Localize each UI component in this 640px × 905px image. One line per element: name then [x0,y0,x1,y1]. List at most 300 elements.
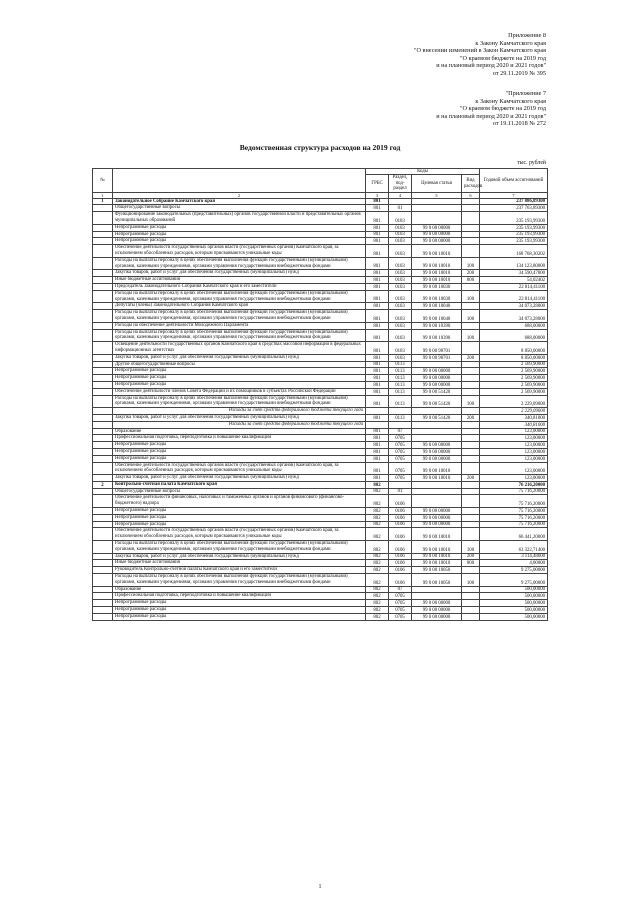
row-number [93,435,113,442]
table-row [93,567,548,574]
row-amount: 168 768,30202 [480,245,548,258]
row-number [93,442,113,449]
row-grbs: 802 [366,528,389,541]
row-grbs: 801 [366,290,389,303]
row-amount: 2 569,90000 [480,361,548,368]
row-expense-type [462,381,480,388]
table-row [93,435,548,442]
table-row [93,421,548,428]
row-target-article: 99 0 00 10050 [412,567,462,574]
row-description: Закупка товаров, работ и услуг для обеспечения государственных (муниципальных) нужд [113,475,366,482]
row-target-article: 99 0 00 10030 [412,290,462,303]
row-razdel: 0103 [389,277,412,284]
row-amount: 340,81000 [480,421,548,428]
row-description: Непрограммные расходы [113,442,366,449]
row-number [93,553,113,560]
col-desc-header [113,169,366,193]
col-number: 3 [366,192,389,198]
row-grbs: 801 [366,455,389,462]
row-target-article [412,212,462,225]
row-razdel [389,481,412,488]
row-description: Непрограммные расходы [113,448,366,455]
row-grbs: 802 [366,508,389,515]
table-row [93,303,548,310]
col-number: 6 [462,192,480,198]
table-row [93,495,548,508]
row-description: Расходы на выплаты персоналу в целях обеспечения выполнения функций государственными (муниципальными) органами, казенными учреждениями, органами управления государственными внебюджетными фондами [113,257,366,270]
row-expense-type [462,593,480,600]
row-amount: 34 590,47800 [480,270,548,277]
header-line: и на плановый период 2020 и 2021 годов" [436,112,546,120]
row-grbs: 802 [366,514,389,521]
row-razdel: 0705 [389,613,412,620]
row-grbs: 802 [366,613,389,620]
row-amount: 75 716,20000 [480,495,548,508]
row-expense-type [462,455,480,462]
row-grbs: 801 [366,428,389,435]
col-number: 1 [93,192,113,198]
row-expense-type [462,528,480,541]
header-line: Приложение 8 [508,32,546,39]
row-amount: 237 763,89300 [480,205,548,212]
row-number [93,322,113,329]
row-razdel: 01 [389,205,412,212]
row-razdel: 0103 [389,212,412,225]
row-razdel: 0103 [389,310,412,323]
row-amount: 500,00000 [480,607,548,614]
header-line: к Закону Камчатского края [475,97,546,105]
row-description: Непрограммные расходы [113,375,366,382]
header-line: от 29.11.2019 № 395 [492,69,546,77]
row-amount: 123,00000 [480,448,548,455]
row-target-article [412,586,462,593]
row-expense-type [462,322,480,329]
row-description: Расходы на выплаты персоналу в целях обеспечения выполнения функций государственными (муниципальными) органами, казенными учреждениями, органами управления государственными внебюджетными фондами [113,574,366,587]
row-target-article: 99 0 00 10040 [412,310,462,323]
row-grbs: 801 [366,435,389,442]
row-razdel: 0103 [389,238,412,245]
row-expense-type [462,205,480,212]
row-number [93,368,113,375]
row-number [93,574,113,587]
row-description: Образование [113,586,366,593]
row-number [93,257,113,270]
row-razdel: 0103 [389,329,412,342]
row-target-article [412,198,462,205]
row-grbs: 802 [366,521,389,528]
col-number: 2 [113,192,366,198]
row-expense-type: 200 [462,475,480,482]
row-grbs: 802 [366,567,389,574]
row-expense-type: 200 [462,270,480,277]
row-description: Руководитель Контрольно-счетной палаты Камчатского края и его заместители [113,567,366,574]
row-number [93,205,113,212]
row-grbs: 801 [366,388,389,395]
row-grbs: 801 [366,329,389,342]
row-target-article [412,435,462,442]
row-number [93,395,113,408]
row-expense-type [462,212,480,225]
header-line: "Приложение 7 [505,90,546,97]
table-row [93,586,548,593]
row-razdel: 0705 [389,435,412,442]
table-row [93,448,548,455]
row-description: Закупка товаров, работ и услуг для обеспечения государственных (муниципальных) нужд [113,414,366,421]
row-expense-type [462,435,480,442]
row-grbs: 802 [366,607,389,614]
table-row [93,408,548,415]
row-target-article: 99 0 00 00000 [412,381,462,388]
row-razdel: 0106 [389,514,412,521]
table-row [93,231,548,238]
row-description: Председатель Законодательного Собрания Камчатского края и его заместители [113,283,366,290]
row-number [93,593,113,600]
row-grbs: 801 [366,368,389,375]
row-amount: 22 814,41100 [480,283,548,290]
row-target-article [412,428,462,435]
row-amount: 9 275,00000 [480,574,548,587]
row-razdel: 0106 [389,508,412,515]
table-row [93,322,548,329]
row-description: Непрограммные расходы [113,231,366,238]
table-row [93,290,548,303]
row-grbs: 802 [366,574,389,587]
row-target-article: 99 0 00 10030 [412,283,462,290]
row-target-article: 99 0 00 10050 [412,574,462,587]
row-description: Непрограммные расходы [113,514,366,521]
row-description: Обеспечение деятельности государственных органов власти (государственных органов) Камчатского края, за исключением обособленных расходов, которым присваиваются уникальные коды [113,462,366,475]
row-grbs: 801 [366,322,389,329]
row-razdel: 0103 [389,257,412,270]
table-row [93,270,548,277]
row-target-article: 99 0 00 51420 [412,395,462,408]
row-expense-type [462,442,480,449]
row-description: Образование [113,428,366,435]
row-description: Обеспечение деятельности финансовых, налоговых и таможенных органов и органов финансового (финансово-бюджетного) надзора [113,495,366,508]
row-expense-type [462,375,480,382]
row-description: Непрограммные расходы [113,613,366,620]
row-expense-type [462,361,480,368]
row-razdel: 0113 [389,395,412,408]
row-razdel: 0103 [389,224,412,231]
row-target-article [412,481,462,488]
row-amount: 54,02402 [480,277,548,284]
row-expense-type: 200 [462,414,480,421]
row-description: Другие общегосударственные вопросы [113,361,366,368]
row-razdel: 07 [389,428,412,435]
row-description: Закупка товаров, работ и услуг для обеспечения государственных (муниципальных) нужд [113,270,366,277]
row-expense-type [462,408,480,415]
row-amount: 235 193,99300 [480,238,548,245]
row-razdel: 0113 [389,361,412,368]
row-razdel: 0106 [389,495,412,508]
row-description: Депутаты (члены) Законодательного Собрания Камчатского края [113,303,366,310]
table-body [93,198,548,620]
row-number [93,613,113,620]
table-row [93,205,548,212]
row-description: Обеспечение деятельности государственных органов власти (государственных органов) Камчатского края, за исключением обособленных расходов, которым присваиваются уникальные коды [113,245,366,258]
table-row [93,541,548,554]
row-expense-type [462,607,480,614]
row-razdel: 0106 [389,528,412,541]
row-target-article [412,408,462,415]
row-amount: 8 850,00000 [480,354,548,361]
row-target-article [412,361,462,368]
row-grbs: 801 [366,381,389,388]
row-grbs: 802 [366,488,389,495]
row-expense-type [462,342,480,355]
table-row [93,283,548,290]
row-expense-type [462,495,480,508]
row-razdel: 0103 [389,231,412,238]
table-row [93,198,548,205]
row-expense-type [462,303,480,310]
row-description: Непрограммные расходы [113,224,366,231]
table-row [93,442,548,449]
table-row [93,508,548,515]
row-target-article: 99 0 00 10390 [412,322,462,329]
row-grbs: 801 [366,375,389,382]
row-number [93,462,113,475]
row-expense-type: 100 [462,574,480,587]
row-target-article: 99 0 00 00000 [412,514,462,521]
row-expense-type [462,586,480,593]
table-row [93,257,548,270]
row-description: Функционирование законодательных (представительных) органов государственной власти и представительных органов муниципальных образований [113,212,366,225]
row-grbs: 801 [366,257,389,270]
row-number [93,488,113,495]
table-row [93,414,548,421]
row-expense-type [462,388,480,395]
table-row [93,455,548,462]
row-number [93,475,113,482]
row-amount: 123,00000 [480,455,548,462]
row-number [93,541,113,554]
row-target-article: 99 0 00 10010 [412,245,462,258]
row-amount: 2 569,90000 [480,388,548,395]
row-number [93,224,113,231]
row-description: Обеспечение деятельности государственных органов власти (государственных органов) Камчатского края, за исключением обособленных расходов, которым присваиваются уникальные коды [113,528,366,541]
document-title: Ведомственная структура расходов на 2019 год [239,143,401,152]
row-grbs [366,408,389,415]
row-number [93,212,113,225]
expenditure-table [92,168,548,621]
row-description: Расходы за счет средств федерального бюджета текущего года [113,408,366,415]
row-target-article [412,593,462,600]
row-amount: 63 322,71400 [480,541,548,554]
row-number [93,567,113,574]
row-description: Непрограммные расходы [113,455,366,462]
row-amount: 2 229,09000 [480,408,548,415]
row-number [93,428,113,435]
row-description: Непрограммные расходы [113,368,366,375]
row-number [93,354,113,361]
row-number [93,329,113,342]
row-grbs: 802 [366,541,389,554]
row-expense-type: 800 [462,560,480,567]
col-number: 7 [480,192,548,198]
row-number: 1 [93,198,113,205]
appendix-7-header [436,90,546,128]
row-grbs: 802 [366,481,389,488]
row-description: Профессиональная подготовка, переподготовка и повышение квалификации [113,435,366,442]
row-razdel: 0705 [389,455,412,462]
row-amount: 8 850,00000 [480,342,548,355]
row-number [93,421,113,428]
row-target-article: 99 0 00 00000 [412,521,462,528]
row-razdel: 0103 [389,303,412,310]
row-description: Непрограммные расходы [113,508,366,515]
row-amount: 75 716,20000 [480,488,548,495]
row-amount: 3 114,48600 [480,553,548,560]
row-amount: 22 814,41100 [480,290,548,303]
col-cs-header: Целевая статья [412,175,462,192]
row-number [93,231,113,238]
row-number [93,521,113,528]
row-razdel: 0106 [389,521,412,528]
row-razdel [389,408,412,415]
header-line: от 19.11.2018 № 272 [492,120,546,128]
row-grbs [366,421,389,428]
table-row [93,613,548,620]
row-description: Профессиональная подготовка, переподготовка и повышение квалификации [113,593,366,600]
header-line: к Закону Камчатского края [475,39,546,47]
row-grbs: 801 [366,462,389,475]
row-amount: 2 229,09000 [480,395,548,408]
table-row [93,553,548,560]
row-target-article: 99 0 00 51420 [412,388,462,395]
row-expense-type [462,567,480,574]
row-number [93,270,113,277]
units-label: тыс. рублей [517,160,546,166]
row-amount: 500,00000 [480,600,548,607]
row-target-article: 99 0 00 10010 [412,462,462,475]
table-row [93,560,548,567]
row-amount: 75 716,20000 [480,521,548,528]
row-expense-type: 100 [462,329,480,342]
row-amount: 9 275,00000 [480,567,548,574]
row-description: Расходы на выплаты персоналу в целях обеспечения выполнения функций государственными (муниципальными) органами, казенными учреждениями, органами управления государственными внебюджетными фондами [113,329,366,342]
row-number [93,283,113,290]
row-description: Освещение деятельности государственных органов Камчатского края в средствах массовой информации в федеральных информационных агентствах [113,342,366,355]
row-expense-type [462,600,480,607]
row-number [93,528,113,541]
row-target-article: 99 0 00 51420 [412,414,462,421]
row-razdel: 0106 [389,567,412,574]
row-amount: 688,00000 [480,329,548,342]
row-grbs: 801 [366,395,389,408]
row-target-article [412,495,462,508]
row-grbs: 801 [366,303,389,310]
row-expense-type [462,448,480,455]
table-row [93,212,548,225]
row-razdel: 0705 [389,475,412,482]
row-amount: 237 886,89300 [480,198,548,205]
row-number [93,455,113,462]
row-target-article: 99 0 00 00000 [412,442,462,449]
row-razdel [389,421,412,428]
row-description: Иные бюджетные ассигнования [113,560,366,567]
row-razdel: 0103 [389,283,412,290]
row-grbs: 801 [366,277,389,284]
row-expense-type: 100 [462,257,480,270]
row-number [93,560,113,567]
table-row [93,600,548,607]
row-grbs: 802 [366,600,389,607]
row-razdel: 0113 [389,388,412,395]
row-number [93,600,113,607]
row-razdel: 01 [389,488,412,495]
row-description: Расходы на выплаты персоналу в целях обеспечения выполнения функций государственными (муниципальными) органами, казенными учреждениями, органами управления государственными внебюджетными фондами [113,541,366,554]
row-razdel: 0103 [389,354,412,361]
row-number [93,586,113,593]
table-row [93,388,548,395]
row-description: Расходы на выплаты персоналу в целях обеспечения выполнения функций государственными (муниципальными) органами, казенными учреждениями, органами управления государственными внебюджетными фондами [113,310,366,323]
col-number: 5 [412,192,462,198]
row-target-article: 99 0 00 00000 [412,231,462,238]
row-razdel: 0103 [389,245,412,258]
row-razdel: 0106 [389,574,412,587]
row-expense-type [462,508,480,515]
table-row [93,607,548,614]
row-amount: 2 569,90000 [480,381,548,388]
row-grbs: 801 [366,283,389,290]
row-grbs: 801 [366,224,389,231]
col-razdel-header: Раздел, под-раздел [389,175,412,192]
row-expense-type [462,224,480,231]
row-target-article: 99 0 00 00000 [412,613,462,620]
row-expense-type [462,198,480,205]
row-number: 2 [93,481,113,488]
col-num-header: № [93,169,113,193]
row-description: Иные бюджетные ассигнования [113,277,366,284]
row-number [93,245,113,258]
row-target-article [412,205,462,212]
row-description: Закупка товаров, работ и услуг для обеспечения государственных (муниципальных) нужд [113,354,366,361]
row-grbs: 801 [366,448,389,455]
row-target-article: 99 0 00 00000 [412,224,462,231]
row-description: Общегосударственные вопросы [113,205,366,212]
row-target-article: 99 0 00 98701 [412,342,462,355]
row-expense-type [462,488,480,495]
row-amount: 688,00000 [480,322,548,329]
row-expense-type [462,368,480,375]
col-vr-header: Вид расходов [462,175,480,192]
row-amount: 66 441,20000 [480,528,548,541]
row-expense-type [462,481,480,488]
row-razdel: 0103 [389,290,412,303]
table-row [93,224,548,231]
row-target-article: 99 0 00 10010 [412,277,462,284]
row-grbs: 801 [366,238,389,245]
row-description: Непрограммные расходы [113,381,366,388]
header-line: и на плановый период 2020 и 2021 годов" [436,62,546,70]
row-number [93,607,113,614]
row-razdel: 0106 [389,541,412,554]
row-expense-type [462,231,480,238]
row-amount: 76 216,20000 [480,481,548,488]
row-expense-type [462,521,480,528]
row-amount: 235 193,99300 [480,231,548,238]
table-row [93,375,548,382]
row-number [93,342,113,355]
row-amount: 34 073,28000 [480,310,548,323]
col-codes-header: Коды [366,169,480,175]
row-grbs: 802 [366,593,389,600]
col-number: 4 [389,192,412,198]
table-row [93,361,548,368]
row-number [93,277,113,284]
